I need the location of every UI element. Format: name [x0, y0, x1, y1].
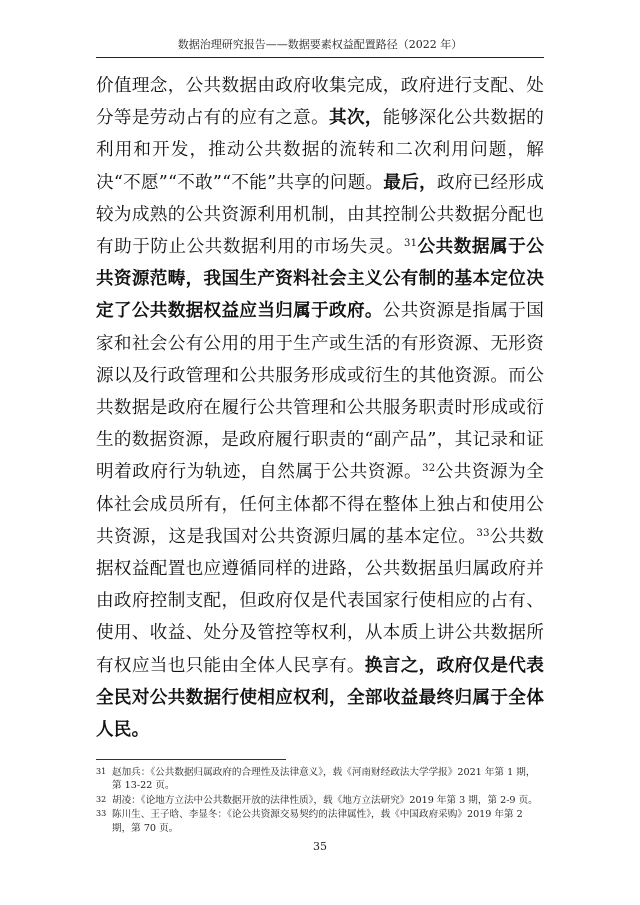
body-paragraph — [96, 70, 544, 746]
body-text-segment: 能够深化公共数据的利用和开发，推动公共数据的流转和二次利用问题，解决“不愿”“不敢”“不能”共享的问题。 — [96, 108, 544, 193]
bold-conclusion: 换言之，政府仅是代表全民对公共数据行使相应权利，全部收益最终归属于全体人民。 — [96, 654, 544, 741]
running-header: 数据治理研究报告——数据要素权益配置路径（2022 年） — [177, 38, 463, 51]
page-number: 35 — [313, 840, 327, 853]
body-text-segment: 公共数据权益配置也应遵循同样的进路，公共数据虽归属政府并由政府控制支配，但政府仅是代表国家行使相应的占有、使用、收益、处分及管控等权利，从本质上讲公共数据所有权应当也只能由全体人民享有。 — [96, 526, 544, 676]
footnote-separator — [96, 759, 286, 760]
footnote-text: 赵加兵：《公共数据归属政府的合理性及法律意义》，载《河南财经政法大学学报》2021 年第 1 期，第 13-22 页。 — [112, 767, 536, 792]
footnote-32 — [96, 793, 544, 807]
footnote-text: 陈川生、王子晗、李显冬：《论公共资源交易契约的法律属性》，载《中国政府采购》2019 年第 2 期，第 70 页。 — [112, 809, 523, 834]
footnote-ref-33[interactable]: 33 — [476, 527, 490, 539]
bold-phrase-secondly: 其次， — [329, 107, 383, 129]
bold-phrase-finally: 最后， — [383, 171, 437, 193]
footnote-ref-31[interactable]: 31 — [404, 238, 418, 250]
body-text-segment: 价值理念，公共数据由政府收集完成，政府进行支配、处分等是劳动占有的应有之意。 — [96, 76, 544, 129]
body-text-segment: 公共资源为全体社会成员所有，任何主体都不得在整体上独占和使用公共资源，这是我国对公共资源归属的基本定位。 — [96, 462, 544, 547]
footnote-number: 33 — [96, 809, 107, 819]
body-text-segment: 公共资源是指属于国家和社会公有公用的用于生产或生活的有形资源、无形资源以及行政管理和公共服务形成或衍生的其他资源。而公共数据是政府在履行公共管理和公共服务职责时形成或衍生的数据资源，是政府履行职责的“副产品”，其记录和证明着政府行为轨迹，自然属于公共资源。 — [96, 301, 544, 483]
footnote-ref-32[interactable]: 32 — [422, 463, 436, 475]
footnote-31 — [96, 765, 544, 793]
footnote-text: 胡凌：《论地方立法中公共数据开放的法律性质》，载《地方立法研究》2019 年第 3 期，第 2-9 页。 — [112, 794, 538, 806]
footnotes — [96, 765, 544, 835]
bold-key-statement: 公共数据属于公共资源范畴，我国生产资料社会主义公有制的基本定位决定了公共数据权益应当归属于政府。 — [96, 236, 544, 322]
footnote-number: 32 — [96, 794, 107, 804]
footnote-number: 31 — [96, 767, 107, 776]
header-rule — [96, 57, 544, 58]
body-text-segment: 政府已经形成较为成熟的公共资源利用机制，由其控制公共数据分配也有助于防止公共数据利用的市场失灵。 — [96, 172, 544, 258]
footnote-33 — [96, 807, 544, 835]
